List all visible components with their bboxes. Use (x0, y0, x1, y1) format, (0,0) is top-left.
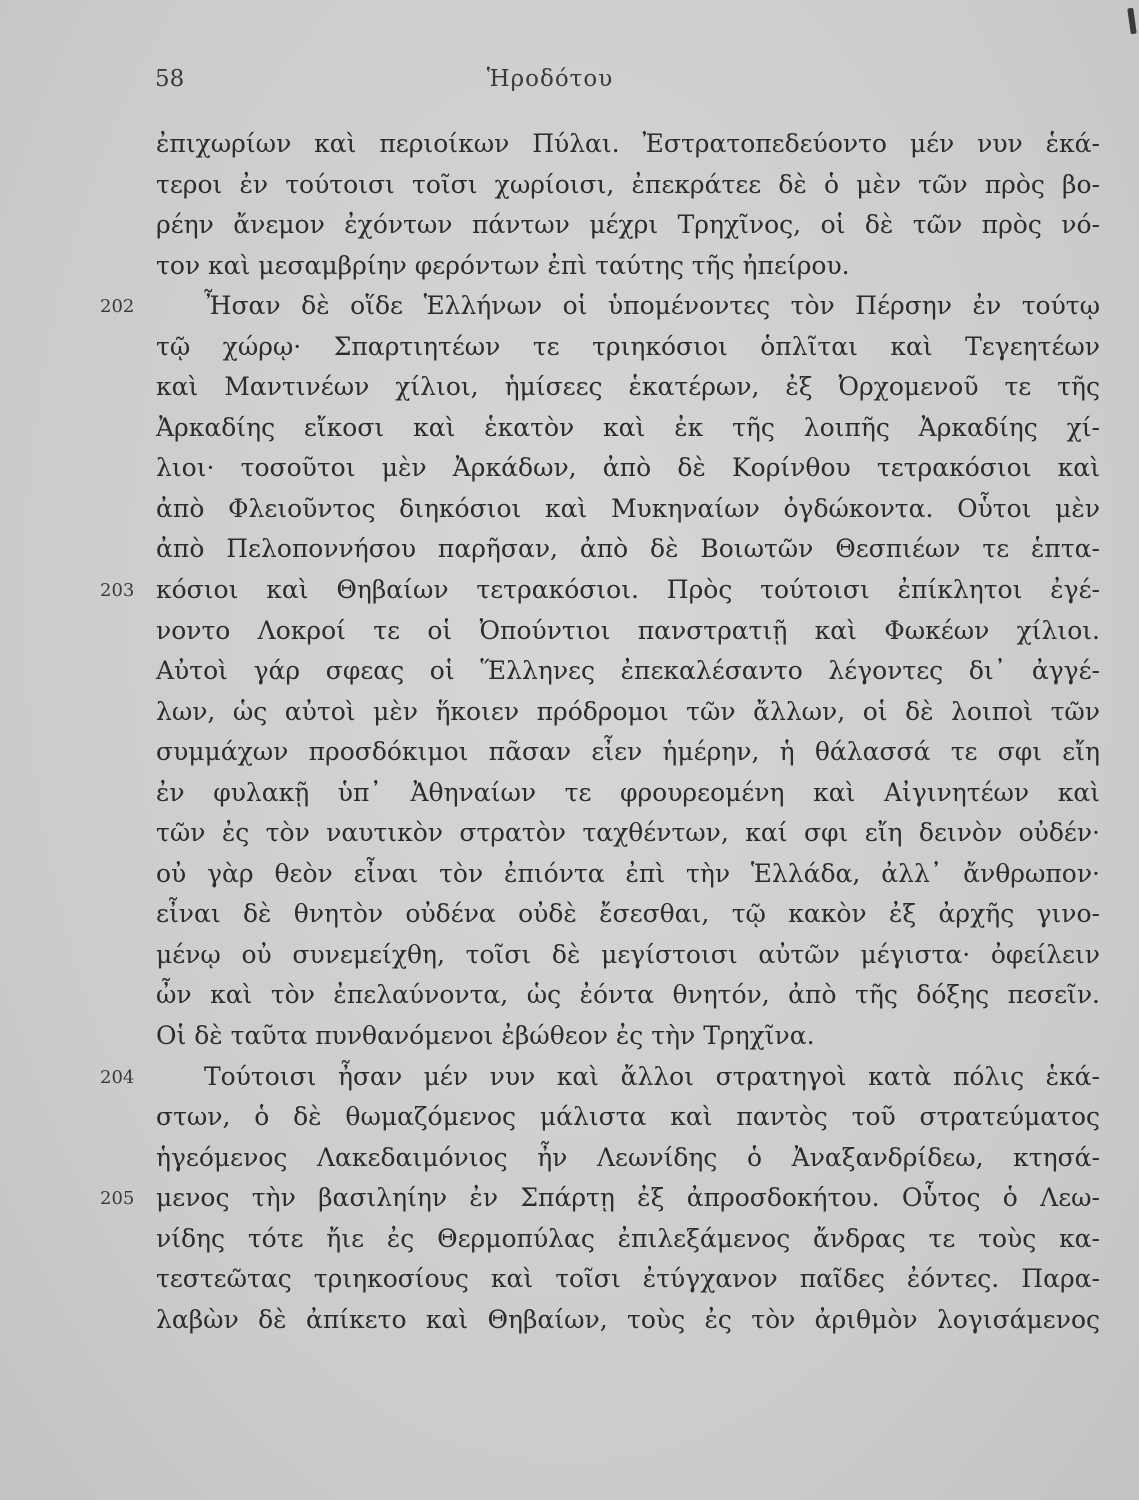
text-line (156, 854, 1100, 895)
text-line (156, 1097, 1100, 1138)
text-line (156, 529, 1100, 570)
section-number: 204 (100, 1066, 135, 1088)
line-text: Οἱ δὲ ταῦτα πυνθανόμενοι ἐβώθεον ἐς τὴν Τρηχῖνα. (156, 1021, 815, 1051)
text-line (100, 570, 1100, 611)
text-line (156, 732, 1100, 773)
text-line (156, 975, 1100, 1016)
text-line (156, 773, 1100, 814)
line-text: λαβὼν δὲ ἀπίκετο καὶ Θηβαίων, τοὺς ἐς τὸν ἀριθμὸν λογισάμενος (156, 1304, 1100, 1334)
text-line (156, 1138, 1100, 1179)
text-line (156, 651, 1100, 692)
line-text: καὶ Μαντινέων χίλιοι, ἡμίσεες ἑκατέρων, ἐξ Ὀρχομενοῦ τε τῆς (156, 372, 1100, 402)
line-text: ἀπὸ Φλειοῦντος διηκόσιοι καὶ Μυκηναίων ὀγδώκοντα. Οὗτοι μὲν (156, 493, 1100, 523)
text-line (100, 1057, 1100, 1098)
line-text: ἡγεόμενος Λακεδαιμόνιος ἦν Λεωνίδης ὁ Ἀναξανδρίδεω, κτησά- (156, 1142, 1100, 1172)
text-line (156, 692, 1100, 733)
text-line (100, 1178, 1100, 1219)
line-text: ρέην ἄνεμον ἐχόντων πάντων μέχρι Τρηχῖνος, οἱ δὲ τῶν πρὸς νό- (156, 210, 1100, 240)
text-line (156, 935, 1100, 976)
text-line (156, 205, 1100, 246)
text-line (156, 165, 1100, 206)
line-text: Τούτοισι ἦσαν μέν νυν καὶ ἄλλοι στρατηγοὶ κατὰ πόλις ἑκά- (204, 1061, 1100, 1091)
line-text: τεροι ἐν τούτοισι τοῖσι χωρίοισι, ἐπεκράτεε δὲ ὁ μὲν τῶν πρὸς βο- (156, 169, 1100, 199)
text-line (156, 1300, 1100, 1341)
line-text: τῷ χώρῳ· Σπαρτιητέων τε τριηκόσιοι ὁπλῖται καὶ Τεγεητέων (156, 331, 1100, 361)
body-text (100, 124, 1100, 1340)
text-line (156, 1259, 1100, 1300)
line-text: λιοι· τοσοῦτοι μὲν Ἀρκάδων, ἀπὸ δὲ Κορίνθου τετρακόσιοι καὶ (156, 453, 1100, 483)
text-line (156, 246, 1100, 287)
line-text: νοντο Λοκροί τε οἱ Ὀπούντιοι πανστρατιῇ καὶ Φωκέων χίλιοι. (156, 615, 1100, 645)
line-text: εἶναι δὲ θνητὸν οὐδένα οὐδὲ ἔσεσθαι, τῷ κακὸν ἐξ ἀρχῆς γινο- (156, 899, 1100, 929)
section-number: 202 (100, 296, 135, 318)
text-line (156, 327, 1100, 368)
line-text: στων, ὁ δὲ θωμαζόμενος μάλιστα καὶ παντὸς τοῦ στρατεύματος (156, 1102, 1100, 1132)
line-text: ἀπὸ Πελοποννήσου παρῆσαν, ἀπὸ δὲ Βοιωτῶν Θεσπιέων τε ἑπτα- (156, 534, 1100, 564)
line-text: νίδης τότε ἤιε ἐς Θερμοπύλας ἐπιλεξάμενος ἄνδρας τε τοὺς κα- (156, 1223, 1100, 1253)
text-line (156, 1016, 1100, 1057)
text-line (156, 367, 1100, 408)
text-line (156, 408, 1100, 449)
line-text: μένῳ οὐ συνεμείχθη, τοῖσι δὲ μεγίστοισι αὐτῶν μέγιστα· ὀφείλειν (156, 939, 1100, 969)
line-text: Ἦσαν δὲ οἵδε Ἑλλήνων οἱ ὑπομένοντες τὸν Πέρσην ἐν τούτῳ (204, 291, 1100, 321)
page-edge-mark (1127, 8, 1137, 35)
text-line (156, 894, 1100, 935)
running-title: Ἡροδότου (486, 66, 614, 92)
text-line (156, 489, 1100, 530)
line-text: τεστεῶτας τριηκοσίους καὶ τοῖσι ἐτύγχανον παῖδες ἐόντες. Παρα- (156, 1264, 1100, 1294)
line-text: λων, ὡς αὐτοὶ μὲν ἥκοιεν πρόδρομοι τῶν ἄλλων, οἱ δὲ λοιποὶ τῶν (156, 696, 1100, 726)
text-line (156, 124, 1100, 165)
text-line (100, 286, 1100, 327)
line-text: ἐπιχωρίων καὶ περιοίκων Πύλαι. Ἐστρατοπεδεύοντο μέν νυν ἑκά- (156, 129, 1100, 158)
text-line (156, 448, 1100, 489)
section-number: 203 (100, 580, 135, 602)
line-text: Αὐτοὶ γάρ σφεας οἱ Ἕλληνες ἐπεκαλέσαντο λέγοντες δι᾽ ἀγγέ- (156, 656, 1100, 686)
line-text: ὦν καὶ τὸν ἐπελαύνοντα, ὡς ἐόντα θνητόν, ἀπὸ τῆς δόξης πεσεῖν. (156, 980, 1100, 1010)
line-text: μενος τὴν βασιληίην ἐν Σπάρτῃ ἐξ ἀπροσδοκήτου. Οὗτος ὁ Λεω- (156, 1183, 1100, 1213)
line-text: ἐν φυλακῇ ὑπ᾽ Ἀθηναίων τε φρουρεομένη καὶ Αἰγινητέων καὶ (156, 777, 1100, 807)
line-text: τον καὶ μεσαμβρίην φερόντων ἐπὶ ταύτης τῆς ἠπείρου. (156, 250, 850, 280)
line-text: συμμάχων προσδόκιμοι πᾶσαν εἶεν ἡμέρην, ἡ θάλασσά τε σφι εἴη (156, 737, 1100, 767)
line-text: οὐ γὰρ θεὸν εἶναι τὸν ἐπιόντα ἐπὶ τὴν Ἑλλάδα, ἀλλ᾽ ἄνθρωπον· (156, 858, 1100, 888)
page-number: 58 (155, 66, 185, 92)
section-number: 205 (100, 1188, 135, 1210)
text-line (156, 813, 1100, 854)
line-text: κόσιοι καὶ Θηβαίων τετρακόσιοι. Πρὸς τούτοισι ἐπίκλητοι ἐγέ- (156, 575, 1100, 605)
text-line (156, 611, 1100, 652)
line-text: τῶν ἐς τὸν ναυτικὸν στρατὸν ταχθέντων, καί σφι εἴη δεινὸν οὐδέν· (156, 818, 1100, 848)
line-text: Ἀρκαδίης εἴκοσι καὶ ἑκατὸν καὶ ἐκ τῆς λοιπῆς Ἀρκαδίης χί- (156, 412, 1100, 442)
running-head (155, 66, 1100, 100)
text-line (156, 1219, 1100, 1260)
